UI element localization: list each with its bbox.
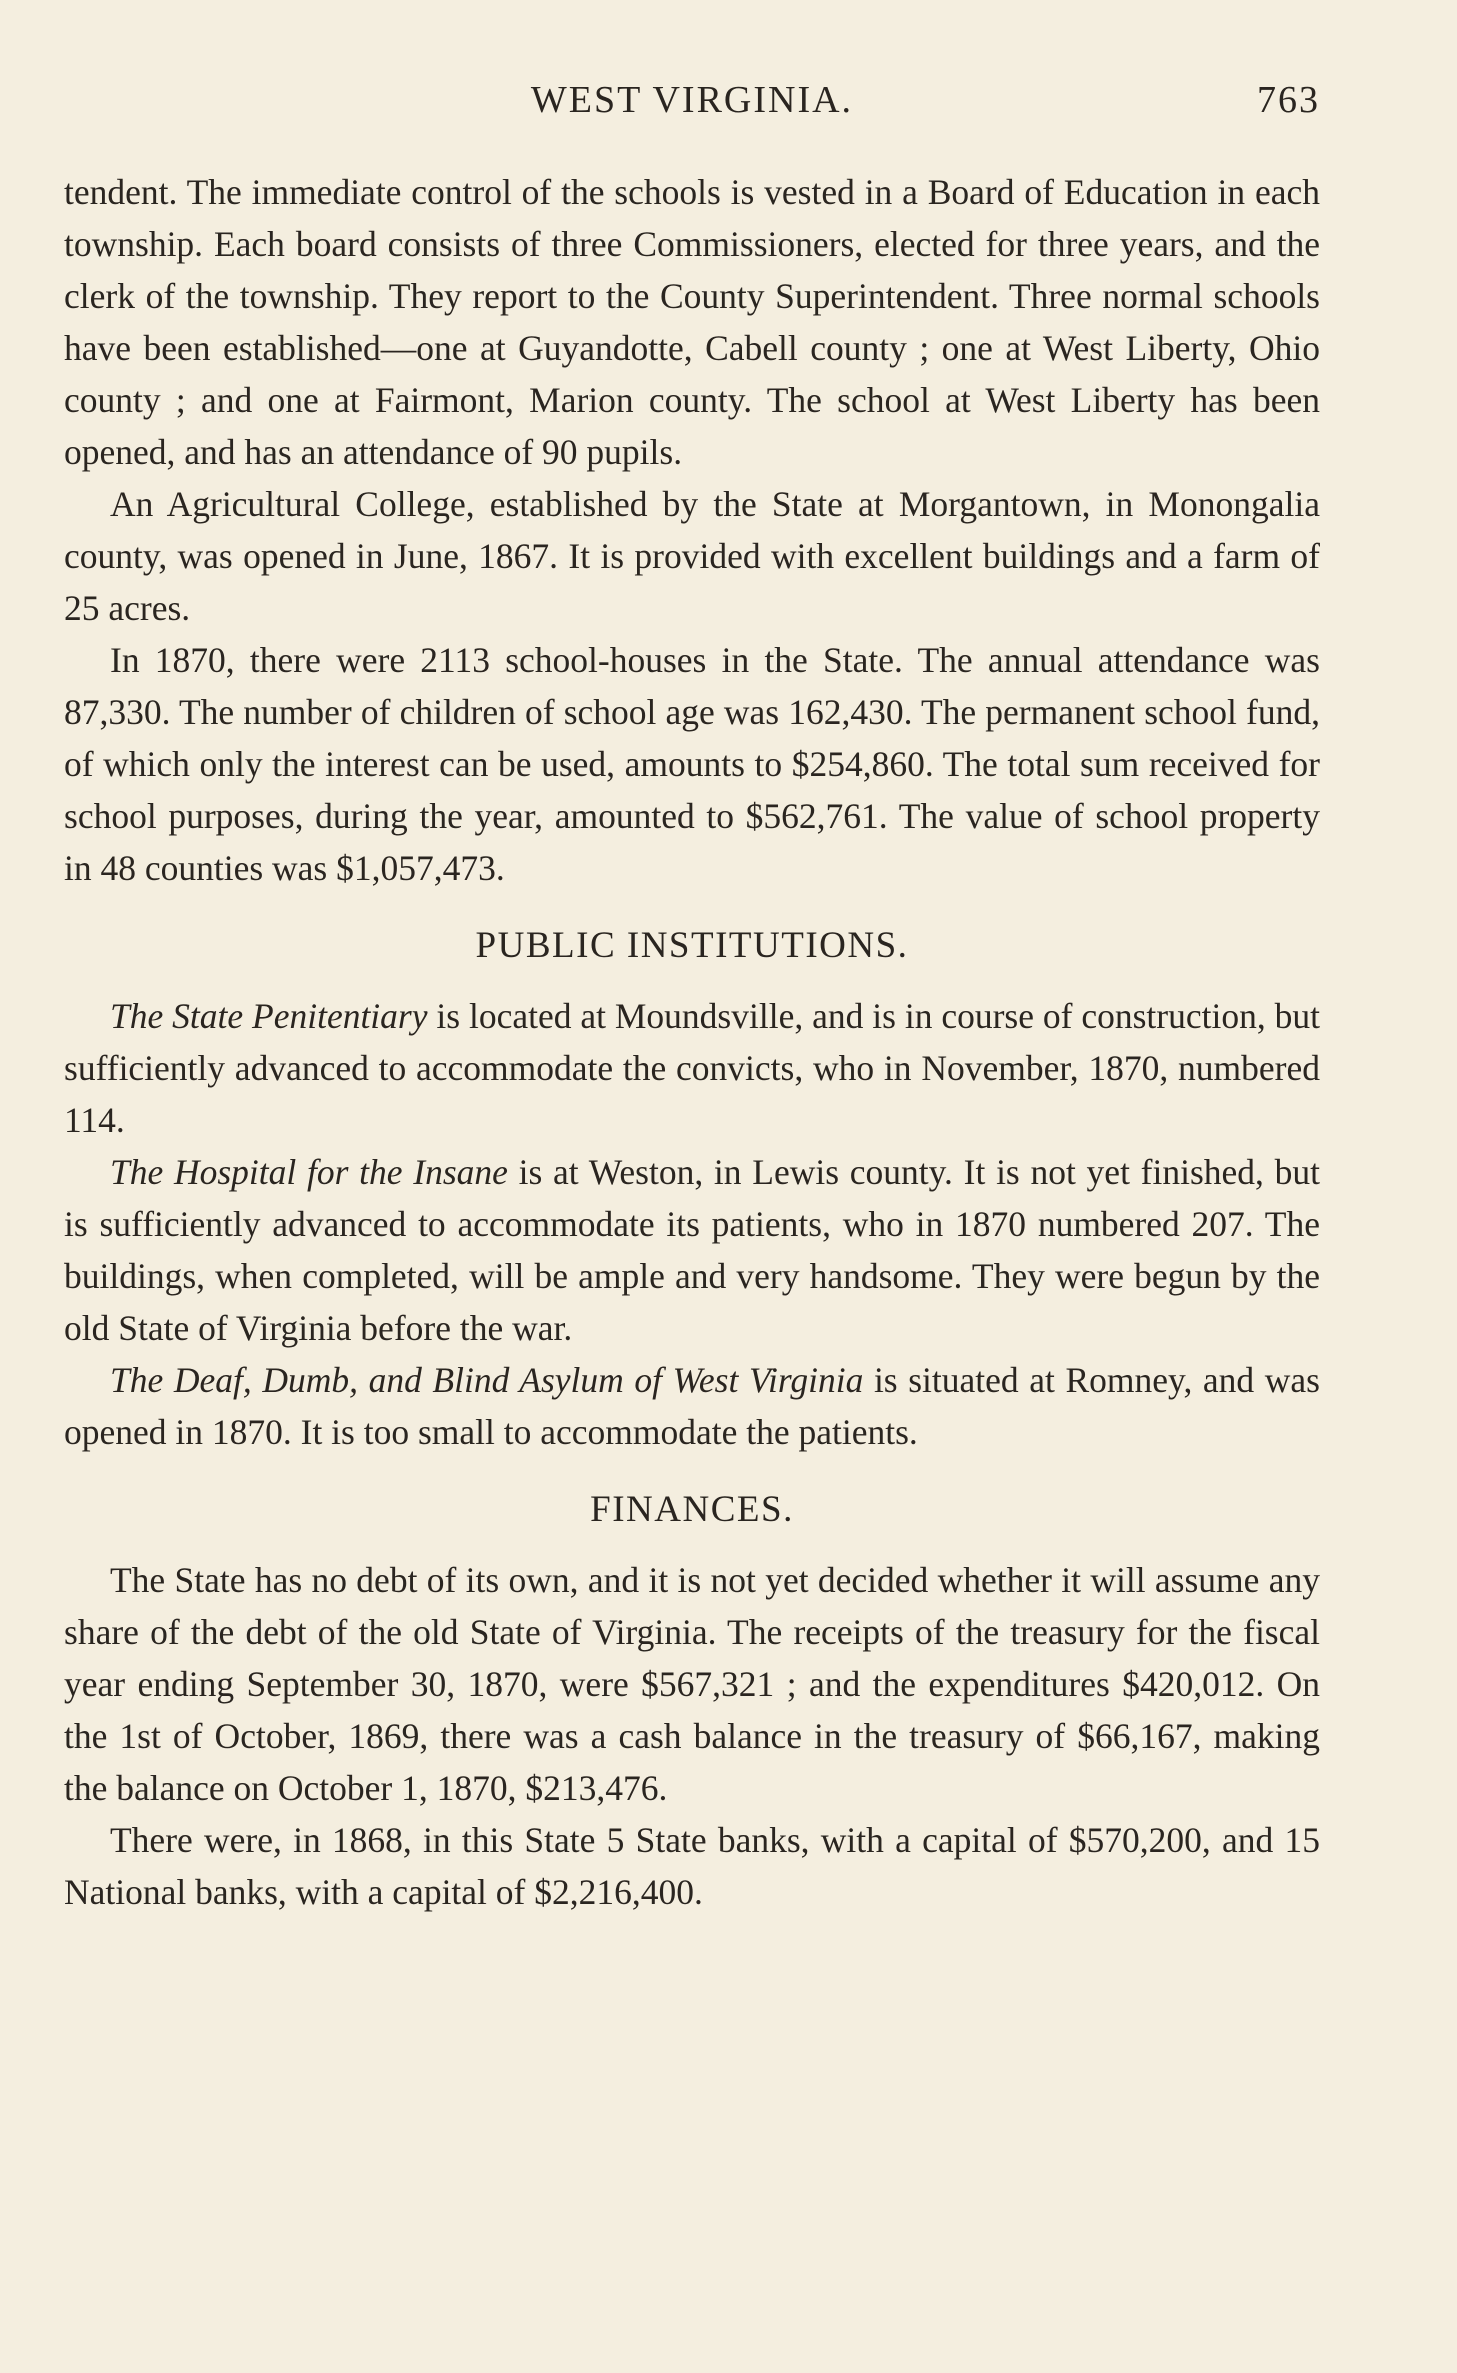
school-statistics-paragraph: In 1870, there were 2113 school-houses in the State. The annual attendance was 87,330. The number of children of school age was 162,430. The permanent school fund, of which only the interest can be used, amounts to $254,860. The total sum received for school purposes, during the year, amounted to $562,761. The value of school property in 48 counties was $1,057,473. <box>64 640 1320 888</box>
running-title: WEST VIRGINIA. <box>530 79 854 121</box>
asylum-paragraph <box>64 1354 1320 1458</box>
hospital-text: is at Weston, in Lewis county. It is not yet finished, but is sufficiently advanced to accommodate its patients, who in 1870 numbered 207. The buildings, when completed, will be ample and very handsome. They were begun by the old State of Virginia before the war. <box>64 1152 1320 1348</box>
schools-paragraph-1: tendent. The immediate control of the schools is vested in a Board of Education in each township. Each board consists of three Commissioners, elected for three years, and the clerk of the township. They report to the County Superintendent. Three normal schools have been established—one at Guyandotte, Cabell county ; one at West Liberty, Ohio county ; and one at Fairmont, Marion county. The school at West Liberty has been opened, and has an attendance of 90 pupils. <box>64 172 1320 472</box>
finances-heading: FINANCES. <box>590 1489 794 1530</box>
body-text <box>64 166 1320 1918</box>
penitentiary-paragraph <box>64 990 1320 1146</box>
penitentiary-title: The State Penitentiary <box>110 996 428 1036</box>
public-institutions-heading: PUBLIC INSTITUTIONS. <box>475 925 909 966</box>
finances-paragraph-1: The State has no debt of its own, and it is not yet decided whether it will assume any share of the debt of the old State of Virginia. The receipts of the treasury for the fiscal year ending September 30, 1870, were $567,321 ; and the expenditures $420,012. On the 1st of October, 1869, there was a cash balance in the treasury of $66,167, making the balance on October 1, 1870, $213,476. <box>64 1560 1320 1808</box>
running-head <box>64 78 1320 128</box>
hospital-title: The Hospital for the Insane <box>110 1152 508 1192</box>
agricultural-college-paragraph: An Agricultural College, established by the State at Morgantown, in Monongalia county, was opened in June, 1867. It is provided with excellent buildings and a farm of 25 acres. <box>64 484 1320 628</box>
page-number: 763 <box>1257 79 1320 121</box>
hospital-paragraph <box>64 1146 1320 1354</box>
asylum-text: is situated at Romney, and was opened in 1870. It is too small to accommodate the patients. <box>64 1360 1320 1452</box>
penitentiary-text: is located at Moundsville, and is in course of construction, but sufficiently advanced to accommodate the convicts, who in November, 1870, numbered 114. <box>64 996 1320 1140</box>
asylum-title: The Deaf, Dumb, and Blind Asylum of West Virginia <box>110 1360 864 1400</box>
banks-paragraph: There were, in 1868, in this State 5 State banks, with a capital of $570,200, and 15 National banks, with a capital of $2,216,400. <box>64 1820 1320 1912</box>
